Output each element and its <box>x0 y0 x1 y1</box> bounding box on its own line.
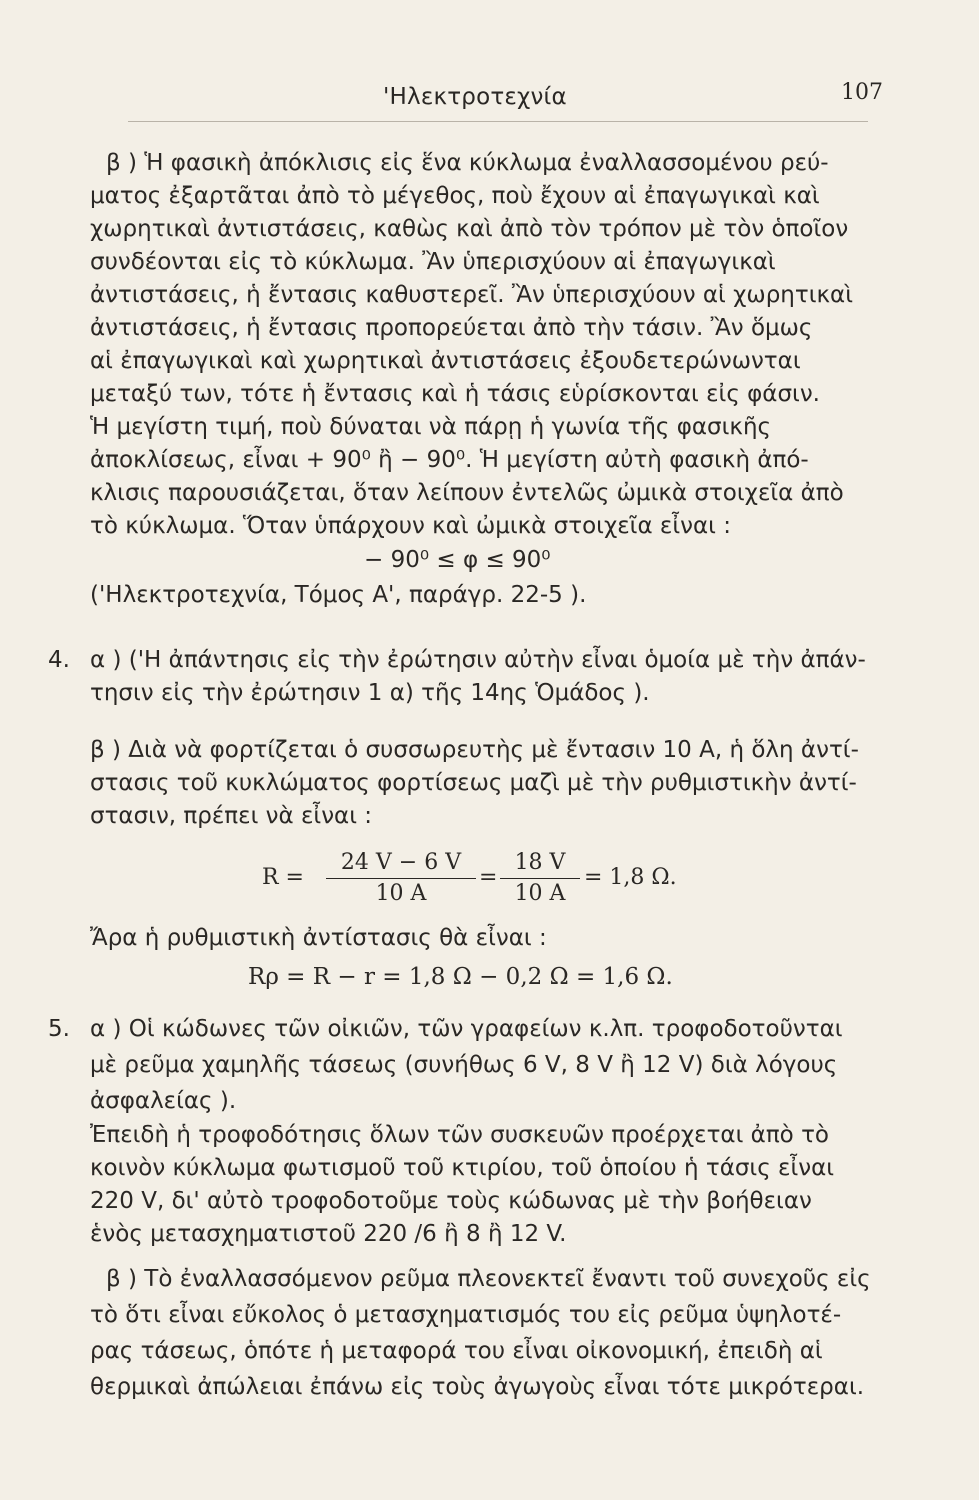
text-line: αἱ ἐπαγωγικαὶ καὶ χωρητικαὶ ἀντιστάσεις ἐξουδετερώνωνται <box>90 348 801 374</box>
regulator-formula: Rρ = R − r = 1,8 Ω − 0,2 Ω = 1,6 Ω. <box>248 964 673 990</box>
text-line: στασις τοῦ κυκλώματος φορτίσεως μαζὶ μὲ τὴν ρυθμιστικὴν ἀντί- <box>90 770 857 796</box>
text-line: χωρητικαὶ ἀντιστάσεις, καθὼς καὶ ἀπὸ τὸν τρόπον μὲ τὸν ὁποῖον <box>90 216 849 242</box>
text-line: θερμικαὶ ἀπώλειαι ἐπάνω εἰς τοὺς ἀγωγοὺς εἶναι τότε μικρότεραι. <box>90 1374 865 1400</box>
text-line: κλισις παρουσιάζεται, ὅταν λείπουν ἐντελῶς ὠμικὰ στοιχεῖα ἀπὸ <box>90 480 844 506</box>
text-line: β ) Διὰ νὰ φορτίζεται ὁ συσσωρευτὴς μὲ ἔντασιν 10 Α, ἡ ὅλη ἀντί- <box>90 737 859 763</box>
text-line: β ) Τὸ ἐναλλασσόμενον ρεῦμα πλεονεκτεῖ ἔναντι τοῦ συνεχοῦς εἰς <box>106 1266 871 1292</box>
fraction-2-numerator: 18 V <box>500 848 580 879</box>
fraction-1-numerator: 24 V − 6 V <box>326 848 476 879</box>
fraction-1 <box>326 848 476 909</box>
text-line: β ) Ἡ φασικὴ ἀπόκλισις εἰς ἕνα κύκλωμα ἐναλλασσομένου ρεύ- <box>106 150 829 176</box>
text-line: Ἄρα ἡ ρυθμιστικὴ ἀντίστασις θὰ εἶναι : <box>90 925 547 951</box>
text-line: Ἐπειδὴ ἡ τροφοδότησις ὅλων τῶν συσκευῶν προέρχεται ἀπὸ τὸ <box>90 1122 829 1148</box>
reference-line: ('Ηλεκτροτεχνία, Τόμος Α', παράγρ. 22-5 ). <box>90 582 587 608</box>
text-line: στασιν, πρέπει νὰ εἶναι : <box>90 803 373 829</box>
fraction-2 <box>500 848 580 909</box>
fraction-1-denominator: 10 A <box>375 881 427 906</box>
text-line: μὲ ρεῦμα χαμηλῆς τάσεως (συνήθως 6 V, 8 V ἢ 12 V) διὰ λόγους <box>90 1052 838 1078</box>
text-line: τὸ ὅτι εἶναι εὔκολος ὁ μετασχηματισμός του εἰς ρεῦμα ὑψηλοτέ- <box>90 1302 842 1328</box>
formula-result: = 1,8 Ω. <box>584 865 677 890</box>
text-line: ρας τάσεως, ὁπότε ἡ μεταφορά του εἶναι οἰκονομική, ἐπειδὴ αἱ <box>90 1338 823 1364</box>
text-line: 220 V, δι' αὐτὸ τροφοδοτοῦμε τοὺς κώδωνας μὲ τὴν βοήθειαν <box>90 1188 812 1214</box>
item-number-5: 5. <box>48 1016 70 1042</box>
inequality-line: − 90⁰ ≤ φ ≤ 90⁰ <box>364 547 551 573</box>
text-line: ματος ἐξαρτᾶται ἀπὸ τὸ μέγεθος, ποὺ ἔχουν αἱ ἐπαγωγικαὶ καὶ <box>90 183 820 209</box>
formula-lhs: R = <box>262 865 304 890</box>
text-line: μεταξύ των, τότε ἡ ἔντασις καὶ ἡ τάσις εὑρίσκονται εἰς φάσιν. <box>90 381 820 407</box>
text-line: Ἡ μεγίστη τιμή, ποὺ δύναται νὰ πάρῃ ἡ γωνία τῆς φασικῆς <box>90 414 772 440</box>
text-line: ἀσφαλείας ). <box>90 1088 237 1114</box>
text-line: τὸ κύκλωμα. Ὅταν ὑπάρχουν καὶ ὠμικὰ στοιχεῖα εἶναι : <box>90 513 731 539</box>
text-line: τησιν εἰς τὴν ἐρώτησιν 1 α) τῆς 14ης Ὁμάδος ). <box>90 680 650 706</box>
text-line: ἀποκλίσεως, εἶναι + 90⁰ ἢ − 90⁰. Ἡ μεγίστη αὐτὴ φασικὴ ἀπό- <box>90 447 809 473</box>
running-header-title: 'Ηλεκτροτεχνία <box>383 84 567 110</box>
text-line: κοινὸν κύκλωμα φωτισμοῦ τοῦ κτιρίου, τοῦ ὁποίου ἡ τάσις εἶναι <box>90 1155 835 1181</box>
text-line: ἀντιστάσεις, ἡ ἔντασις προπορεύεται ἀπὸ τὴν τάσιν. Ἂν ὅμως <box>90 315 813 341</box>
header-rule <box>128 121 868 122</box>
text-line: α ) ('Η ἀπάντησις εἰς τὴν ἐρώτησιν αὐτὴν εἶναι ὁμοία μὲ τὴν ἀπάν- <box>90 647 866 673</box>
text-line: ἀντιστάσεις, ἡ ἔντασις καθυστερεῖ. Ἂν ὑπερισχύουν αἱ χωρητικαὶ <box>90 282 853 308</box>
item-number-4: 4. <box>48 647 70 673</box>
text-line: ἑνὸς μετασχηματιστοῦ 220 /6 ἢ 8 ἢ 12 V. <box>90 1221 567 1247</box>
fraction-2-denominator: 10 A <box>514 881 566 906</box>
text-line: συνδέονται εἰς τὸ κύκλωμα. Ἂν ὑπερισχύουν αἱ ἐπαγωγικαὶ <box>90 249 776 275</box>
text-line: α ) Οἱ κώδωνες τῶν οἰκιῶν, τῶν γραφείων κ.λπ. τροφοδοτοῦνται <box>90 1016 843 1042</box>
formula-equals: = <box>479 865 498 890</box>
page-number: 107 <box>841 80 883 105</box>
